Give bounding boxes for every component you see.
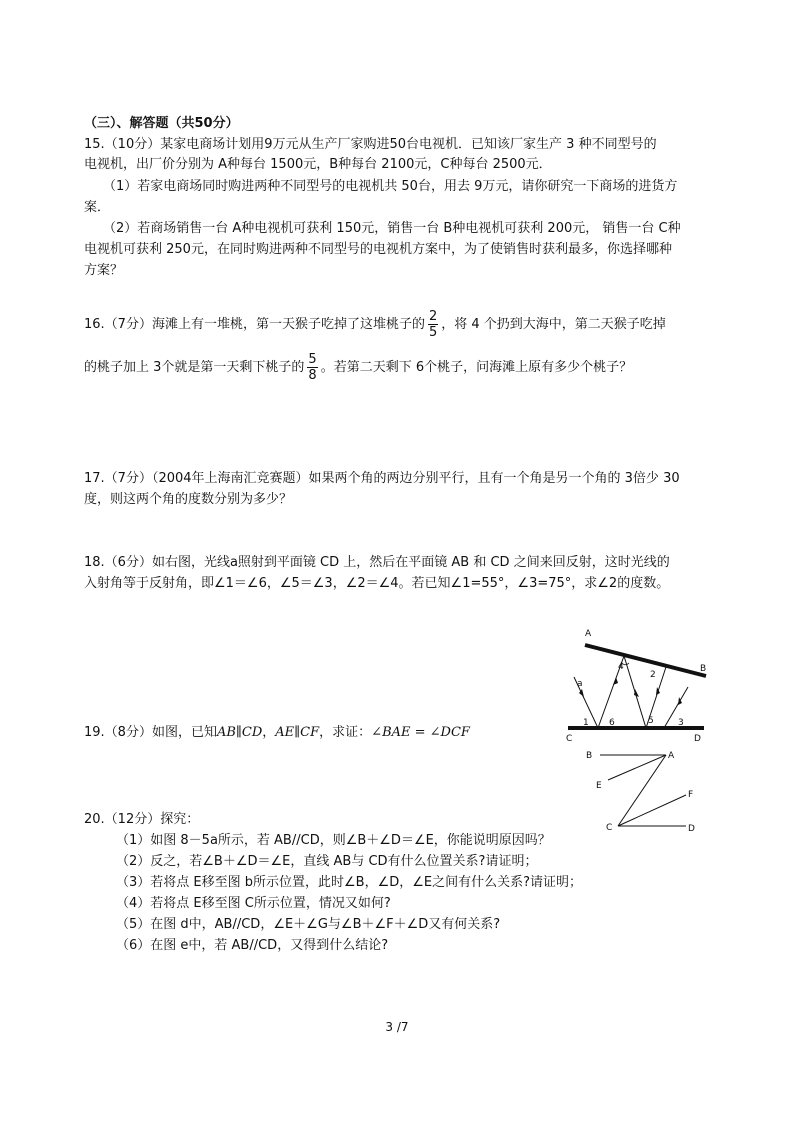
label-a: a bbox=[577, 679, 583, 689]
fraction-denominator: 8 bbox=[308, 368, 317, 383]
label-5: 5 bbox=[648, 716, 654, 726]
label-2: 2 bbox=[650, 670, 656, 680]
q15-line5: （2）若商场销售一台 A种电视机可获利 150元，销售一台 B种电视机可获利 200元， 销售一台 C种 bbox=[103, 221, 681, 236]
q15-line1: 15.（10分）某家电商场计划用9万元从生产厂家购进50台电视机．已知该厂家生产 3 种不同型号的 bbox=[84, 137, 657, 152]
q15-line7: 方案？ bbox=[84, 263, 124, 278]
label-A: A bbox=[585, 629, 592, 639]
q20-item-2: （2）反之，若∠B＋∠D＝∠E，直线 AB与 CD有什么位置关系?请证明； bbox=[116, 854, 538, 869]
q17-line2: 度，则这两个角的度数分别为多少？ bbox=[84, 492, 293, 507]
parallel-lines-figure bbox=[580, 744, 710, 840]
label-B: B bbox=[586, 751, 593, 761]
q15-line6: 电视机可获利 250元，在同时购进两种不同型号的电视机方案中，为了使销售时获利最多，你选择哪种 bbox=[84, 242, 672, 257]
q16-fraction-2 bbox=[307, 352, 317, 383]
label-4: 4 bbox=[618, 662, 624, 672]
label-A: A bbox=[668, 751, 675, 761]
fraction-numerator: 2 bbox=[428, 309, 438, 324]
q16-text-d: 。若第二天剩下 6个桃子，问海滩上原有多少个桃子？ bbox=[320, 360, 633, 375]
label-D: D bbox=[688, 824, 695, 834]
light-exit bbox=[664, 687, 688, 728]
label-C: C bbox=[606, 823, 613, 833]
q19-math-ae-cf: AE∥CF bbox=[275, 725, 320, 740]
label-6: 6 bbox=[609, 718, 615, 728]
q19-text-prove: ，求证： bbox=[319, 725, 372, 740]
q20-item-1: （1）如图 8－5a所示，若 AB//CD，则∠B＋∠D＝∠E，你能说明原因吗？ bbox=[116, 833, 551, 848]
label-E: E bbox=[596, 781, 602, 791]
q19-math-angles: ∠BAE = ∠DCF bbox=[371, 725, 470, 740]
q15-line3: （1）若家电商场同时购进两种不同型号的电视机共 50台，用去 9万元，请你研究一下商场的进货方 bbox=[103, 179, 678, 194]
q16-text-c: 的桃子加上 3个就是第一天剩下桃子的 bbox=[84, 360, 305, 375]
fraction-numerator: 5 bbox=[308, 352, 317, 367]
q20-item-4: （4）若将点 E移至图 C所示位置，情况又如何? bbox=[116, 896, 391, 911]
q20-title: 20.（12分）探究： bbox=[84, 812, 200, 827]
q19-comma: ， bbox=[262, 725, 276, 740]
label-3: 3 bbox=[678, 718, 684, 728]
page-number: 3 /7 bbox=[385, 1020, 409, 1034]
mirror-reflection-figure bbox=[560, 625, 720, 745]
q20-item-3: （3）若将点 E移至图 b所示位置，此时∠B，∠D，∠E之间有什么关系?请证明； bbox=[116, 875, 583, 890]
q18-line1: 18.（6分）如右图，光线a照射到平面镜 CD 上，然后在平面镜 AB 和 CD 之间来回反射，这时光线的 bbox=[84, 555, 670, 570]
q16-line1 bbox=[84, 309, 666, 340]
label-C: C bbox=[566, 734, 573, 744]
q17-line1: 17.（7分）（2004年上海南汇竞赛题）如果两个角的两边分别平行，且有一个角是另一个角的 3倍少 30 bbox=[84, 471, 680, 486]
label-1: 1 bbox=[583, 718, 589, 728]
fraction-denominator: 5 bbox=[428, 325, 438, 340]
section-title: （三）、解答题（共50分） bbox=[84, 116, 239, 131]
q16-text-b: ，将 4 个扔到大海中，第二天猴子吃掉 bbox=[441, 317, 666, 332]
q20-item-6: （6）在图 e中，若 AB//CD，又得到什么结论? bbox=[116, 938, 389, 953]
q19-math-ab-cd: AB∥CD bbox=[216, 725, 263, 740]
label-B: B bbox=[700, 664, 707, 674]
q16-fraction-1 bbox=[428, 309, 438, 340]
label-D: D bbox=[694, 734, 701, 744]
q19-text: 19.（8分）如图，已知 bbox=[84, 725, 217, 740]
mirror-ab bbox=[585, 645, 706, 676]
q20-item-5: （5）在图 d中，AB//CD，∠E＋∠G与∠B＋∠F＋∠D又有何关系? bbox=[116, 917, 501, 932]
label-F: F bbox=[688, 790, 694, 800]
q18-line2: 入射角等于反射角，即∠1＝∠6，∠5＝∠3，∠2＝∠4。若已知∠1=55°，∠3=75°，求∠2的度数。 bbox=[84, 576, 670, 591]
q16-text-a: 16.（7分）海滩上有一堆桃，第一天猴子吃掉了这堆桃子的 bbox=[84, 317, 425, 332]
q19-line bbox=[84, 723, 470, 743]
q15-line2: 电视机，出厂价分别为 A种每台 1500元，B种每台 2100元，C种每台 2500元． bbox=[84, 157, 552, 172]
q16-line2 bbox=[84, 352, 632, 383]
q15-line4: 案． bbox=[84, 200, 111, 215]
